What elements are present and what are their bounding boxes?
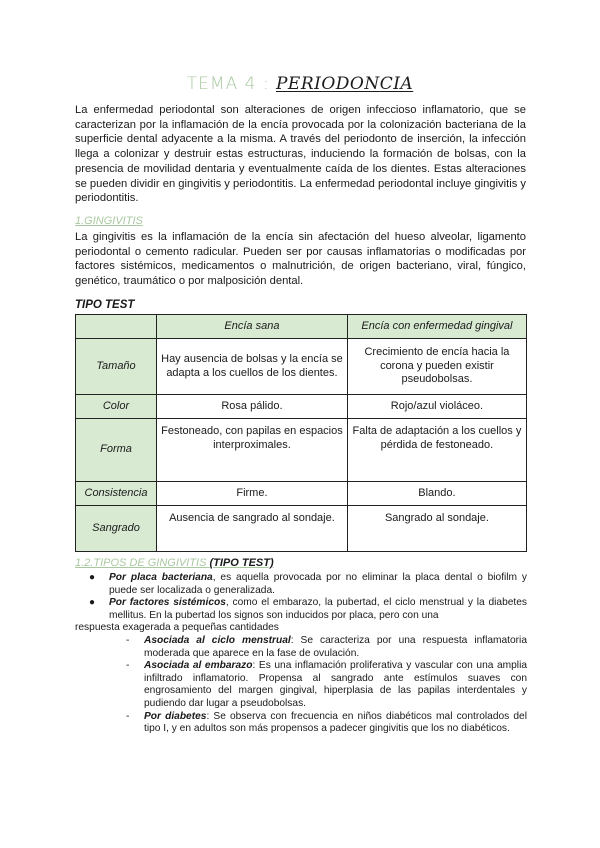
gingivitis-types-list [75, 572, 527, 736]
section2-heading-text: 1.2.TIPOS DE GINGIVITIS [75, 557, 207, 569]
cell-sana: Rosa pálido. [157, 395, 348, 419]
cell-sana: Firme. [157, 482, 348, 506]
item-bold: Por factores sistémicos [109, 597, 226, 609]
row-header: Tamaño [76, 339, 157, 395]
table-header-row [76, 315, 527, 339]
intro-paragraph: La enfermedad periodontal son alteraciones de origen infeccioso inflamatorio, que se caracterizan por la inflamación de la encía provocada por la colonización bacteriana de la superficie dental adyacente a la misma. A través del periodonto de inserción, la infección llega a colonizar y destruir estas estructuras, induciendo la formación de bolsas, con la presencia de movilidad dentaria y eventualmente caída de los dientes. Estas alteraciones se pueden dividir en gingivitis y periodontitis. La enfermedad periodontal incluye gingivitis y periodontitis. [75, 104, 526, 205]
subitem-bold: Asociada al embarazo [144, 660, 253, 672]
col-header-sana: Encía sana [157, 315, 348, 339]
row-header: Sangrado [76, 506, 157, 552]
subitem-text: : Es una inflamación proliferativa y vascular con una amplia infiltrado inflamatorio. Propensa al sangrado ante estímulos suaves con engrosamiento del margen gingival, hiperplasia de las papilas interdentales y pudiendo dar lugar a pseudobolsas. [144, 660, 528, 709]
table-row [76, 482, 527, 506]
section2-heading-tail: (TIPO TEST) [206, 557, 274, 569]
subitem-text: : Se caracteriza por una respuesta inflamatoria moderada que aparece en la fase de ovulación. [144, 634, 527, 659]
sub-list-item [75, 660, 527, 710]
item-text: , como el embarazo, la pubertad, el ciclo menstrual y la diabetes mellitus. En la pubertad los signos son inducidos por placa, pero con una [109, 597, 527, 621]
subitem-bold: Por diabetes [144, 710, 207, 722]
table-row [76, 395, 527, 419]
list-item [75, 572, 527, 597]
section2-heading [75, 557, 274, 569]
sub-list-item [75, 635, 527, 660]
item-text: , es aquella provocada por no eliminar la placa dental o biofilm y puede ser localizada o generalizada. [109, 572, 527, 596]
dash-icon: - [126, 660, 130, 672]
item-bold: Por placa bacteriana [109, 572, 213, 583]
list-item [75, 597, 527, 622]
cell-enferma: Falta de adaptación a los cuellos y pérdida de festoneado. [347, 419, 526, 482]
bullet-icon: ● [89, 572, 96, 583]
title-subject: PERIODONCIA [275, 74, 414, 94]
cell-enferma: Rojo/azul violáceo. [347, 395, 526, 419]
section1-paragraph: La gingivitis es la inflamación de la encía sin afectación del hueso alveolar, ligamento periodontal o cemento radicular. Pueden ser por causas inflamatorias o modificadas por factores sistémicos, medicamentos o malnutrición, de origen bacteriano, viral, fúngico, genético, traumático o por malposición dental. [75, 231, 526, 288]
bullet-icon: ● [89, 597, 96, 609]
table-row [76, 339, 527, 395]
sub-list-item [75, 711, 527, 736]
comparison-table [75, 314, 527, 552]
cell-sana: Ausencia de sangrado al sondaje. [157, 506, 348, 552]
subitem-text: : Se observa con frecuencia en niños diabéticos mal controlados del tipo I, y en adultos son más propensos a padecer gingivitis que los no diabéticos. [144, 710, 527, 735]
cell-sana: Hay ausencia de bolsas y la encía se adapta a los cuellos de los dientes. [157, 339, 348, 395]
row-header: Forma [76, 419, 157, 482]
cell-enferma: Blando. [347, 482, 526, 506]
subitem-bold: Asociada al ciclo menstrual [144, 634, 291, 646]
cell-enferma: Sangrado al sondaje. [347, 506, 526, 552]
col-header-enferma: Encía con enfermedad gingival [347, 315, 526, 339]
continuation-text: respuesta exagerada a pequeñas cantidades [75, 622, 279, 634]
list-continuation [75, 622, 527, 735]
cell-enferma: Crecimiento de encía hacia la corona y pueden existir pseudobolsas. [347, 339, 526, 395]
table-corner-cell [76, 315, 157, 339]
row-header: Color [76, 395, 157, 419]
table-row [76, 506, 527, 552]
tipo-test-label: TIPO TEST [75, 299, 135, 311]
page-title [0, 74, 600, 94]
title-prefix: TEMA 4 : [186, 74, 276, 94]
dash-icon: - [126, 710, 130, 722]
row-header: Consistencia [76, 482, 157, 506]
table-row [76, 419, 527, 482]
cell-sana: Festoneado, con papilas en espacios interproximales. [157, 419, 348, 482]
dash-icon: - [126, 634, 130, 646]
section1-heading: 1.GINGIVITIS [75, 215, 143, 227]
sub-list [75, 635, 527, 736]
